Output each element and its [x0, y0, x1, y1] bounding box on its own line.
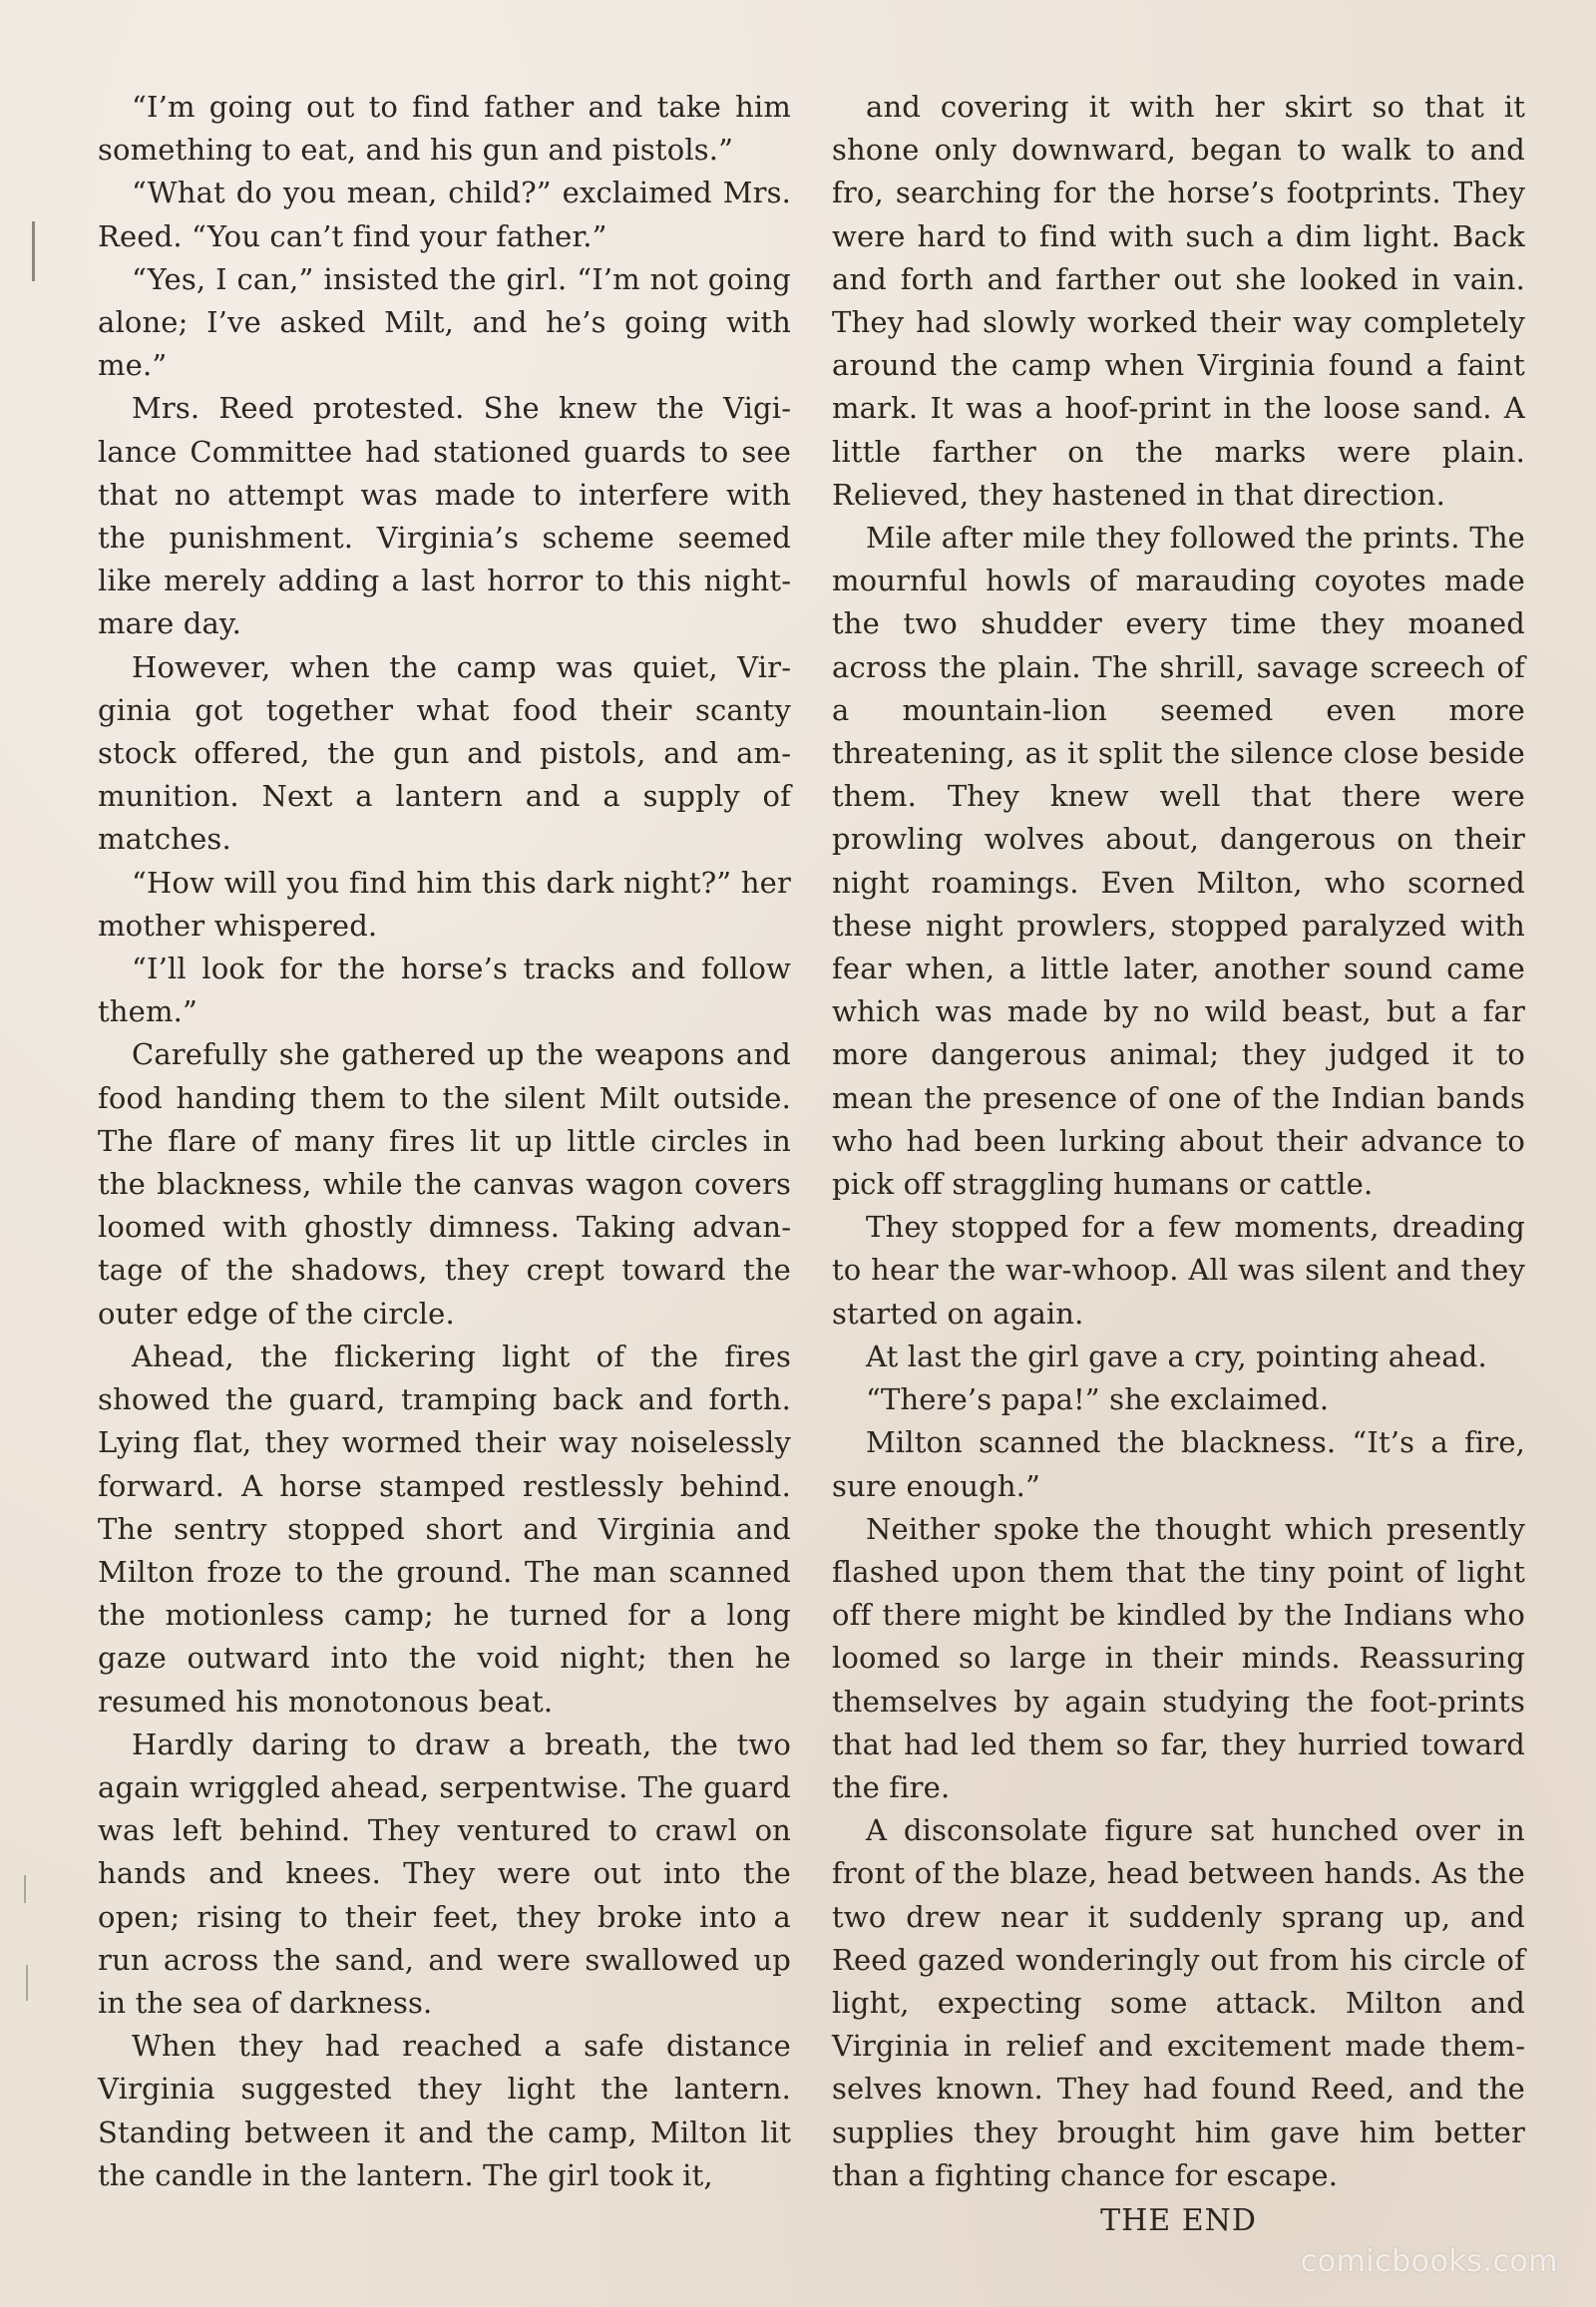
right-text-column — [832, 86, 1525, 2242]
paragraph: Mile after mile they followed the prints. The mournful howls of marauding coyotes made the two shudder every time they moaned across the plain. The shrill, savage screech of a mountain-lion seemed even more threatening, as it split the silence close beside them. They knew well that there were prowling wolves about, dangerous on their night roamings. Even Milton, who scorned these night prowlers, stopped paralyzed with fear when, a little later, another sound came which was made by no wild beast, but a far more dangerous animal; they judged it to mean the presence of one of the Indian bands who had been lurking about their advance to pick off straggling humans or cattle. — [832, 521, 1525, 1202]
paragraph: Neither spoke the thought which presently flashed upon them that the tiny point of light off there might be kindled by the Indians who loomed so large in their minds. Reassuring themselves by again studying the foot-prints that had led them so far, they hurried toward the fire. — [832, 1511, 1525, 1804]
paragraph: “Yes, I can,” insisted the girl. “I’m not going alone; I’ve asked Milt, and he’s going with me.” — [98, 261, 791, 383]
scan-speck — [24, 1875, 26, 1903]
paragraph: They stopped for a few moments, dreading to hear the war-whoop. All was silent and they started on again. — [832, 1210, 1525, 1331]
paragraph: Mrs. Reed protested. She knew the Vigilance Committee had stationed guards to see that no attempt was made to interfere with the punishment. Virginia’s scheme seemed like merely adding a last horror to this nightmare day. — [98, 391, 791, 641]
paragraph: “How will you find him this dark night?” her mother whispered. — [98, 865, 791, 943]
scan-speck — [32, 221, 35, 281]
the-end-label: THE END — [1100, 2202, 1257, 2238]
paragraph: Milton scanned the blackness. “It’s a fire, sure enough.” — [832, 1425, 1525, 1503]
paragraph: A disconsolate figure sat hunched over in front of the blaze, head between hands. As the two drew near it suddenly sprang up, and Reed gazed wonderingly out from his circle of light, expecting some attack. Milton and Virginia in relief and excitement made themselves known. They had found Reed, and the supplies they brought him gave him better than a fighting chance for escape. — [832, 1813, 1525, 2192]
paragraph: and covering it with her skirt so that it shone only downward, began to walk to and fro, searching for the horse’s footprints. They were hard to find with such a dim light. Back and forth and farther out she looked in vain. They had slowly worked their way completely around the camp when Virginia found a faint mark. It was a hoof-print in the loose sand. A little farther on the marks were plain. Relieved, they hastened in that direction. — [832, 90, 1525, 512]
paragraph: When they had reached a safe distance Virginia suggested they light the lantern. Standing between it and the camp, Milton lit the candle in the lantern. The girl took it, — [98, 2029, 791, 2192]
site-watermark: comicbooks.com — [1300, 2244, 1558, 2279]
left-text-column — [98, 86, 791, 2197]
paragraph: “I’m going out to find father and take him something to eat, and his gun and pistols.” — [98, 90, 791, 168]
paragraph: Hardly daring to draw a breath, the two again wriggled ahead, serpentwise. The guard was left behind. They ventured to crawl on hands and knees. They were out into the open; rising to their feet, they broke into a run across the sand, and were swallowed up in the sea of darkness. — [98, 1727, 791, 2020]
scan-speck — [26, 1965, 28, 2001]
paragraph: At last the girl gave a cry, pointing ahead. — [866, 1339, 1487, 1373]
paragraph: However, when the camp was quiet, Virginia got together what food their scanty stock offered, the gun and pistols, and ammunition. Next a lantern and a supply of matches. — [98, 649, 791, 857]
paragraph: “I’ll look for the horse’s tracks and follow them.” — [98, 952, 791, 1029]
paragraph: “What do you mean, child?” exclaimed Mrs. Reed. “You can’t find your father.” — [98, 176, 791, 253]
paragraph: Ahead, the flickering light of the fires showed the guard, tramping back and forth. Lying flat, they wormed their way noiselessly forward. A horse stamped restlessly behind. The sentry stopped short and Virginia and Milton froze to the ground. The man scanned the motionless camp; he turned for a long gaze outward into the void night; then he resumed his monotonous beat. — [98, 1339, 791, 1719]
paragraph: Carefully she gathered up the weapons and food handing them to the silent Milt outside. The flare of many fires lit up little circles in the blackness, while the canvas wagon covers loomed with ghostly dimness. Taking advantage of the shadows, they crept toward the outer edge of the circle. — [98, 1037, 791, 1331]
paragraph: “There’s papa!” she exclaimed. — [866, 1382, 1330, 1417]
